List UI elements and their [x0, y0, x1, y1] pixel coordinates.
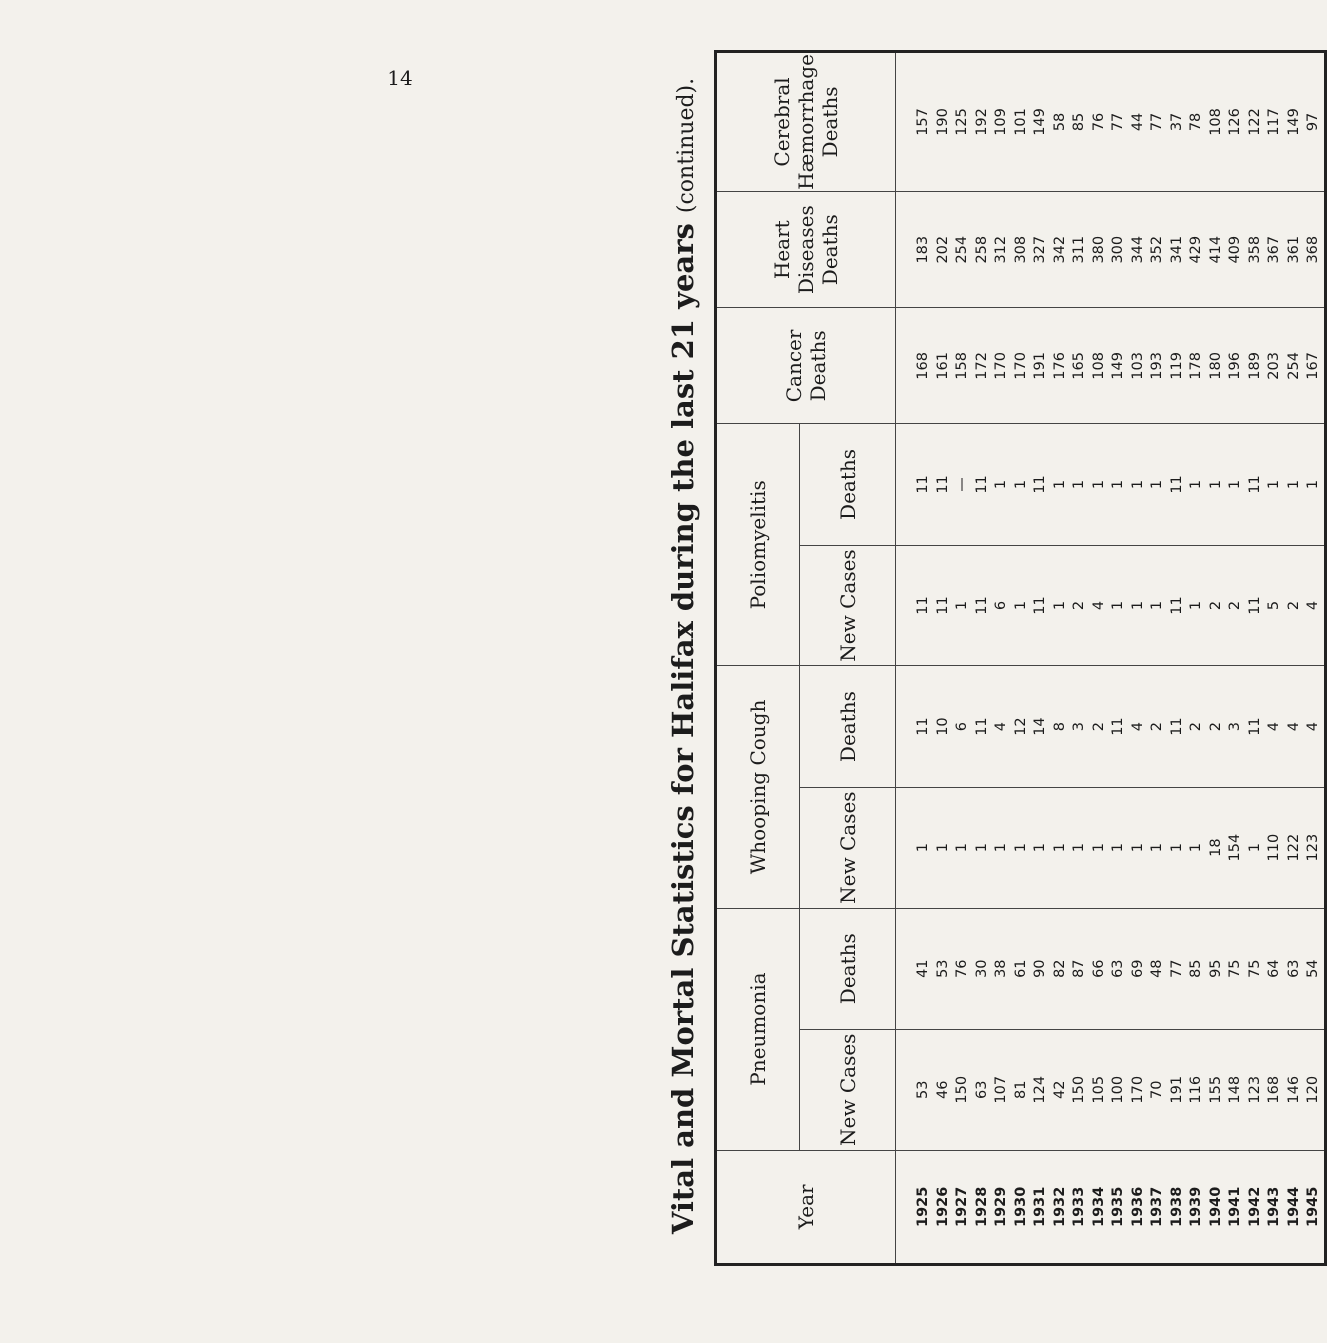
cell-pn-deaths: 90	[1031, 908, 1051, 1029]
cell-pn-deaths: 76	[953, 908, 973, 1029]
polio-new-cases-header: New Cases	[800, 545, 896, 666]
cell-cancer: 191	[1031, 308, 1051, 424]
cell-wc-deaths: 2	[1207, 666, 1227, 787]
cell-po-deaths: 1	[1090, 424, 1110, 545]
table-row	[1304, 52, 1325, 1265]
cell-heart: 409	[1226, 191, 1246, 308]
cell-po-new: 1	[1109, 545, 1129, 666]
cell-po-new: 11	[1168, 545, 1188, 666]
cell-heart: 352	[1148, 191, 1168, 308]
cell-pn-deaths: 75	[1246, 908, 1266, 1029]
cell-pn-deaths: 63	[1285, 908, 1305, 1029]
cell-wc-new: 110	[1265, 787, 1285, 908]
cell-cerebral: 157	[896, 52, 934, 192]
cell-po-new: 6	[992, 545, 1012, 666]
cell-pn-deaths: 30	[973, 908, 993, 1029]
cell-cancer: 158	[953, 308, 973, 424]
cell-po-deaths: 1	[1285, 424, 1305, 545]
cell-pn-deaths: 48	[1148, 908, 1168, 1029]
rotated-table-frame	[664, 36, 1321, 1276]
cell-pn-new: 146	[1285, 1029, 1305, 1150]
cell-year: 1943	[1265, 1150, 1285, 1264]
table-row	[1226, 52, 1246, 1265]
cell-pn-new: 123	[1246, 1029, 1266, 1150]
cell-po-deaths: 1	[1304, 424, 1325, 545]
cancer-deaths-header: Cancer Deaths	[716, 308, 896, 424]
cell-pn-deaths: 61	[1012, 908, 1032, 1029]
cell-po-new: 1	[1051, 545, 1071, 666]
cell-heart: 341	[1168, 191, 1188, 308]
cell-pn-new: 105	[1090, 1029, 1110, 1150]
cell-pn-new: 191	[1168, 1029, 1188, 1150]
cell-year: 1932	[1051, 1150, 1071, 1264]
cell-pn-new: 124	[1031, 1029, 1051, 1150]
cell-po-new: 4	[1090, 545, 1110, 666]
cell-po-new: 2	[1226, 545, 1246, 666]
cell-cerebral: 190	[934, 52, 954, 192]
cell-wc-new: 122	[1285, 787, 1305, 908]
cell-wc-new: 1	[1187, 787, 1207, 908]
cell-pn-new: 42	[1051, 1029, 1071, 1150]
cell-cancer: 180	[1207, 308, 1227, 424]
cell-po-new: 4	[1304, 545, 1325, 666]
cell-pn-new: 168	[1265, 1029, 1285, 1150]
table-row	[1070, 52, 1090, 1265]
cell-year: 1935	[1109, 1150, 1129, 1264]
statistics-table	[714, 50, 1327, 1266]
cell-po-deaths: 1	[1148, 424, 1168, 545]
cell-heart: 300	[1109, 191, 1129, 308]
cell-wc-deaths: 11	[896, 666, 934, 787]
cell-pn-new: 120	[1304, 1029, 1325, 1150]
cell-pn-new: 100	[1109, 1029, 1129, 1150]
cell-heart: 380	[1090, 191, 1110, 308]
cell-po-new: 1	[1187, 545, 1207, 666]
cell-cerebral: 122	[1246, 52, 1266, 192]
cell-pn-new: 46	[934, 1029, 954, 1150]
cell-wc-new: 1	[1109, 787, 1129, 908]
cell-year: 1929	[992, 1150, 1012, 1264]
cell-cerebral: 44	[1129, 52, 1149, 192]
cell-po-deaths: 11	[896, 424, 934, 545]
cell-po-deaths: 11	[934, 424, 954, 545]
cell-year: 1937	[1148, 1150, 1168, 1264]
heart-diseases-deaths-header: Heart Diseases Deaths	[716, 191, 896, 308]
cell-wc-new: 1	[1070, 787, 1090, 908]
cell-wc-deaths: 14	[1031, 666, 1051, 787]
cell-po-new: 1	[1012, 545, 1032, 666]
cell-po-new: 2	[1285, 545, 1305, 666]
cerebral-haemorrhage-deaths-header: Cerebral Hæmorrhage Deaths	[716, 52, 896, 192]
cell-pn-new: 150	[1070, 1029, 1090, 1150]
cell-pn-deaths: 64	[1265, 908, 1285, 1029]
cell-wc-deaths: 2	[1090, 666, 1110, 787]
cell-wc-deaths: 2	[1148, 666, 1168, 787]
cell-wc-new: 1	[1246, 787, 1266, 908]
cell-po-new: 11	[934, 545, 954, 666]
cell-pn-new: 148	[1226, 1029, 1246, 1150]
cell-po-deaths: 1	[1051, 424, 1071, 545]
cell-heart: 358	[1246, 191, 1266, 308]
table-row	[1109, 52, 1129, 1265]
cell-po-deaths: 1	[1207, 424, 1227, 545]
cell-cancer: 165	[1070, 308, 1090, 424]
cell-year: 1934	[1090, 1150, 1110, 1264]
cell-wc-new: 1	[934, 787, 954, 908]
cell-cerebral: 78	[1187, 52, 1207, 192]
cell-pn-deaths: 41	[896, 908, 934, 1029]
table-row	[1265, 52, 1285, 1265]
cell-heart: 342	[1051, 191, 1071, 308]
cell-heart: 183	[896, 191, 934, 308]
table-row	[1285, 52, 1305, 1265]
table-row	[1051, 52, 1071, 1265]
cell-heart: 202	[934, 191, 954, 308]
cell-pn-deaths: 38	[992, 908, 1012, 1029]
cell-pn-deaths: 77	[1168, 908, 1188, 1029]
cell-pn-new: 170	[1129, 1029, 1149, 1150]
cell-wc-deaths: 11	[1109, 666, 1129, 787]
cell-po-deaths: 1	[1012, 424, 1032, 545]
cell-pn-new: 70	[1148, 1029, 1168, 1150]
cell-po-new: 2	[1207, 545, 1227, 666]
cell-cerebral: 76	[1090, 52, 1110, 192]
cell-heart: 414	[1207, 191, 1227, 308]
cell-po-deaths: 11	[1168, 424, 1188, 545]
cell-pn-deaths: 63	[1109, 908, 1129, 1029]
table-body	[896, 52, 1326, 1265]
table-row	[896, 52, 934, 1265]
cell-cancer: 119	[1168, 308, 1188, 424]
cell-wc-deaths: 3	[1226, 666, 1246, 787]
cell-cancer: 149	[1109, 308, 1129, 424]
cell-cerebral: 101	[1012, 52, 1032, 192]
cell-heart: 312	[992, 191, 1012, 308]
cell-po-new: 11	[973, 545, 993, 666]
cell-year: 1933	[1070, 1150, 1090, 1264]
cell-heart: 327	[1031, 191, 1051, 308]
cell-wc-new: 1	[953, 787, 973, 908]
poliomyelitis-header: Poliomyelitis	[716, 424, 800, 666]
cell-pn-new: 53	[896, 1029, 934, 1150]
cell-wc-new: 1	[1129, 787, 1149, 908]
cell-year: 1925	[896, 1150, 934, 1264]
cell-wc-deaths: 2	[1187, 666, 1207, 787]
cell-po-deaths: 1	[1187, 424, 1207, 545]
cell-pn-new: 107	[992, 1029, 1012, 1150]
cell-year: 1926	[934, 1150, 954, 1264]
cell-po-deaths: 11	[973, 424, 993, 545]
cell-pn-deaths: 82	[1051, 908, 1071, 1029]
cell-cerebral: 109	[992, 52, 1012, 192]
cell-wc-new: 1	[973, 787, 993, 908]
title-continued: (continued).	[674, 77, 699, 214]
table-row	[992, 52, 1012, 1265]
cell-cerebral: 149	[1031, 52, 1051, 192]
cell-cerebral: 192	[973, 52, 993, 192]
cell-year: 1945	[1304, 1150, 1325, 1264]
cell-wc-new: 1	[1168, 787, 1188, 908]
cell-cerebral: 125	[953, 52, 973, 192]
table-row	[1168, 52, 1188, 1265]
cell-cancer: 196	[1226, 308, 1246, 424]
cell-pn-deaths: 53	[934, 908, 954, 1029]
cell-cerebral: 108	[1207, 52, 1227, 192]
cell-cancer: 170	[1012, 308, 1032, 424]
cell-cerebral: 85	[1070, 52, 1090, 192]
year-header: Year	[716, 1150, 896, 1264]
table-row	[1207, 52, 1227, 1265]
cell-wc-deaths: 12	[1012, 666, 1032, 787]
cell-pn-new: 155	[1207, 1029, 1227, 1150]
cell-heart: 311	[1070, 191, 1090, 308]
title-text: Vital and Mortal Statistics for Halifax during the last 21 years	[666, 223, 700, 1235]
cell-wc-deaths: 8	[1051, 666, 1071, 787]
table-row	[953, 52, 973, 1265]
cell-pn-deaths: 54	[1304, 908, 1325, 1029]
pneumonia-header: Pneumonia	[716, 908, 800, 1150]
cell-cerebral: 37	[1168, 52, 1188, 192]
cell-year: 1940	[1207, 1150, 1227, 1264]
cell-cancer: 103	[1129, 308, 1149, 424]
cell-wc-deaths: 3	[1070, 666, 1090, 787]
cell-pn-deaths: 66	[1090, 908, 1110, 1029]
cell-heart: 429	[1187, 191, 1207, 308]
cell-cancer: 176	[1051, 308, 1071, 424]
cell-pn-new: 81	[1012, 1029, 1032, 1150]
whooping-cough-header: Whooping Cough	[716, 666, 800, 908]
polio-deaths-header: Deaths	[800, 424, 896, 545]
cell-year: 1930	[1012, 1150, 1032, 1264]
cell-cancer: 178	[1187, 308, 1207, 424]
cell-wc-new: 18	[1207, 787, 1227, 908]
cell-po-new: 1	[1129, 545, 1149, 666]
cell-cancer: 161	[934, 308, 954, 424]
cell-wc-new: 123	[1304, 787, 1325, 908]
cell-wc-new: 1	[1051, 787, 1071, 908]
cell-po-new: 1	[953, 545, 973, 666]
cell-cerebral: 117	[1265, 52, 1285, 192]
cell-wc-deaths: 11	[973, 666, 993, 787]
cell-year: 1938	[1168, 1150, 1188, 1264]
cell-pn-new: 150	[953, 1029, 973, 1150]
cell-heart: 254	[953, 191, 973, 308]
cell-po-new: 1	[1148, 545, 1168, 666]
cell-cancer: 108	[1090, 308, 1110, 424]
cell-wc-deaths: 4	[1129, 666, 1149, 787]
cell-year: 1942	[1246, 1150, 1266, 1264]
table-title	[666, 36, 700, 1276]
cell-po-deaths: 1	[992, 424, 1012, 545]
cell-pn-new: 116	[1187, 1029, 1207, 1150]
pneumonia-new-cases-header: New Cases	[800, 1029, 896, 1150]
cell-po-new: 11	[1031, 545, 1051, 666]
cell-pn-deaths: 69	[1129, 908, 1149, 1029]
cell-pn-deaths: 85	[1187, 908, 1207, 1029]
cell-pn-deaths: 95	[1207, 908, 1227, 1029]
cell-po-deaths: 1	[1129, 424, 1149, 545]
cell-po-new: 11	[1246, 545, 1266, 666]
cell-year: 1939	[1187, 1150, 1207, 1264]
cell-cerebral: 58	[1051, 52, 1071, 192]
cell-po-deaths: 1	[1226, 424, 1246, 545]
cell-wc-new: 154	[1226, 787, 1246, 908]
whooping-new-cases-header: New Cases	[800, 787, 896, 908]
table-row	[1148, 52, 1168, 1265]
cell-wc-new: 1	[1031, 787, 1051, 908]
cell-po-deaths: 1	[1070, 424, 1090, 545]
cell-wc-new: 1	[1012, 787, 1032, 908]
cell-wc-deaths: 4	[1265, 666, 1285, 787]
cell-wc-new: 1	[1090, 787, 1110, 908]
cell-wc-deaths: 10	[934, 666, 954, 787]
pneumonia-deaths-header: Deaths	[800, 908, 896, 1029]
cell-year: 1936	[1129, 1150, 1149, 1264]
cell-cancer: 170	[992, 308, 1012, 424]
cell-po-new: 11	[896, 545, 934, 666]
cell-wc-new: 1	[992, 787, 1012, 908]
cell-cerebral: 97	[1304, 52, 1325, 192]
cell-cancer: 167	[1304, 308, 1325, 424]
cell-heart: 258	[973, 191, 993, 308]
cell-heart: 344	[1129, 191, 1149, 308]
cell-heart: 361	[1285, 191, 1305, 308]
cell-wc-new: 1	[896, 787, 934, 908]
cell-cancer: 203	[1265, 308, 1285, 424]
cell-cancer: 172	[973, 308, 993, 424]
cell-cancer: 254	[1285, 308, 1305, 424]
table-row	[1187, 52, 1207, 1265]
cell-pn-deaths: 75	[1226, 908, 1246, 1029]
page-number: 14	[387, 66, 413, 90]
cell-wc-deaths: 6	[953, 666, 973, 787]
cell-po-deaths: 1	[1265, 424, 1285, 545]
table-row	[1090, 52, 1110, 1265]
cell-wc-new: 1	[1148, 787, 1168, 908]
cell-po-new: 2	[1070, 545, 1090, 666]
cell-po-deaths: —	[953, 424, 973, 545]
cell-year: 1931	[1031, 1150, 1051, 1264]
cell-heart: 368	[1304, 191, 1325, 308]
cell-wc-deaths: 11	[1246, 666, 1266, 787]
cell-year: 1927	[953, 1150, 973, 1264]
cell-cerebral: 149	[1285, 52, 1305, 192]
cell-cerebral: 77	[1148, 52, 1168, 192]
cell-wc-deaths: 4	[1285, 666, 1305, 787]
table-row	[1129, 52, 1149, 1265]
cell-wc-deaths: 4	[992, 666, 1012, 787]
cell-po-deaths: 11	[1031, 424, 1051, 545]
whooping-deaths-header: Deaths	[800, 666, 896, 787]
cell-wc-deaths: 4	[1304, 666, 1325, 787]
cell-cancer: 193	[1148, 308, 1168, 424]
cell-wc-deaths: 11	[1168, 666, 1188, 787]
table-row	[1031, 52, 1051, 1265]
table-row	[934, 52, 954, 1265]
cell-pn-deaths: 87	[1070, 908, 1090, 1029]
table-row	[1012, 52, 1032, 1265]
cell-po-new: 5	[1265, 545, 1285, 666]
cell-cerebral: 77	[1109, 52, 1129, 192]
cell-po-deaths: 1	[1109, 424, 1129, 545]
cell-cerebral: 126	[1226, 52, 1246, 192]
cell-cancer: 189	[1246, 308, 1266, 424]
cell-cancer: 168	[896, 308, 934, 424]
cell-heart: 367	[1265, 191, 1285, 308]
cell-pn-new: 63	[973, 1029, 993, 1150]
cell-po-deaths: 11	[1246, 424, 1266, 545]
cell-heart: 308	[1012, 191, 1032, 308]
cell-year: 1941	[1226, 1150, 1246, 1264]
table-row	[1246, 52, 1266, 1265]
cell-year: 1944	[1285, 1150, 1305, 1264]
table-row	[973, 52, 993, 1265]
cell-year: 1928	[973, 1150, 993, 1264]
